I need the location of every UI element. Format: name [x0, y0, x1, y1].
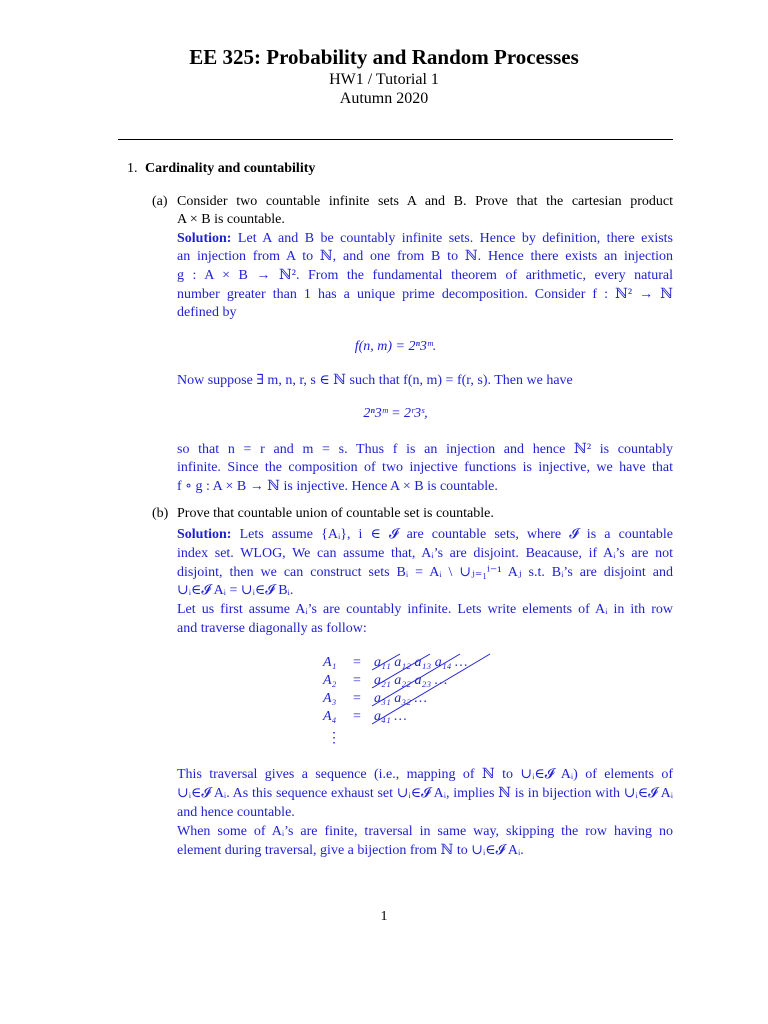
section-number: 1. [127, 161, 138, 176]
header-divider [118, 139, 673, 140]
part-b-solution-line-6: and traverse diagonally as follow: [177, 621, 367, 636]
array-row-3-eq: = [353, 691, 361, 706]
part-a-solution-line-1 [177, 230, 673, 248]
document-subtitle: HW1 / Tutorial 1 [329, 71, 439, 88]
part-b-question: Prove that countable union of countable set is countable. [177, 506, 494, 521]
part-b-after-line-4: When some of Aᵢ’s are finite, traversal in same way, skipping the row having no [177, 824, 673, 839]
document-term: Autumn 2020 [339, 90, 429, 107]
part-a-solution-label: Solution: [177, 231, 232, 246]
part-b-solution-line-4: ∪ᵢ∈𝓘 Aᵢ = ∪ᵢ∈𝓘 Bᵢ. [177, 583, 294, 598]
array-row-5-vdots: ⋮ [327, 731, 341, 746]
part-a-solution-line-2: an injection from A to ℕ, and one from B to ℕ. Hence there exists an injection [177, 249, 673, 264]
part-a-conclusion-line-2: infinite. Since the composition of two injective functions is injective, we have that [177, 460, 673, 475]
part-b-label: (b) [152, 506, 169, 521]
part-b-solution-line-3: disjoint, then we can construct sets Bᵢ = Aᵢ \ ∪ⱼ₌₁ⁱ⁻¹ Aⱼ s.t. Bᵢ’s are disjoint and [177, 565, 673, 580]
part-a-label: (a) [152, 194, 168, 209]
array-row-2-rhs: a₂₁ a₂₂ a₂₃ … [374, 673, 448, 688]
part-b-after-line-3: and hence countable. [177, 805, 295, 820]
equation-equality: 2ⁿ3ᵐ = 2ʳ3ˢ, [363, 406, 428, 421]
array-row-1-eq: = [353, 655, 361, 670]
array-row-3-lhs: A₃ [323, 691, 337, 706]
part-a-solution-text-1: Let A and B be countably infinite sets. Hence by definition, there exists [237, 231, 673, 246]
part-b-solution-line-2: index set. WLOG, We can assume that, Aᵢ’s are disjoint. Beacause, if Aᵢ’s are not [177, 546, 673, 561]
diagonal-1 [372, 654, 400, 670]
array-row-4-rhs: a₄₁ … [374, 709, 407, 724]
array-row-3-rhs: a₃₁ a₃₂ … [374, 691, 427, 706]
page-number: 1 [380, 909, 388, 924]
part-b-solution-label: Solution: [177, 527, 232, 542]
part-b-solution-text-1: Lets assume {Aᵢ}, i ∈ 𝓘 are countable sets, where 𝓘 is a countable [239, 527, 673, 542]
section-title: Cardinality and countability [145, 161, 316, 176]
part-b-after-line-2: ∪ᵢ∈𝓘 Aᵢ. As this sequence exhaust set ∪ᵢ∈𝓘 Aᵢ, implies ℕ is in bijection with ∪ᵢ∈𝓘 Aᵢ [177, 786, 673, 801]
part-a-question-line-1: Consider two countable infinite sets A and B. Prove that the cartesian product [177, 194, 673, 209]
array-row-2-eq: = [353, 673, 361, 688]
part-a-solution-line-4: number greater than 1 has a unique prime decomposition. Consider f : ℕ² → ℕ [177, 287, 673, 302]
document-title: EE 325: Probability and Random Processes [189, 45, 579, 69]
part-a-now-suppose: Now suppose ∃ m, n, r, s ∈ ℕ such that f(n, m) = f(r, s). Then we have [177, 373, 573, 388]
array-row-4-eq: = [353, 709, 361, 724]
diagonal-2 [372, 654, 430, 688]
part-b-after-line-1: This traversal gives a sequence (i.e., mapping of ℕ to ∪ᵢ∈𝓘 Aᵢ) of elements of [177, 767, 673, 782]
equation-f-definition: f(n, m) = 2ⁿ3ᵐ. [354, 339, 437, 354]
array-row-4-lhs: A₄ [323, 709, 337, 724]
array-row-1-lhs: A₁ [323, 655, 337, 670]
document-header [0, 44, 768, 108]
part-b-after-line-5: element during traversal, give a bijection from ℕ to ∪ᵢ∈𝓘 Aᵢ. [177, 843, 524, 858]
diagonal-traversal-arrows [370, 650, 500, 730]
array-row-1-rhs: a₁₁ a₁₂ a₁₃ a₁₄ … [374, 655, 468, 670]
array-row-2-lhs: A₂ [323, 673, 337, 688]
part-b-solution-line-5: Let us first assume Aᵢ’s are countably infinite. Lets write elements of Aᵢ in ith row [177, 602, 673, 617]
part-b-solution-line-1 [177, 526, 673, 544]
part-a-conclusion-line-1: so that n = r and m = s. Thus f is an injection and hence ℕ² is countably [177, 442, 673, 457]
part-a-question-line-2: A × B is countable. [177, 212, 285, 227]
part-a-conclusion-line-3: f ∘ g : A × B → ℕ is injective. Hence A × B is countable. [177, 479, 498, 494]
part-a-solution-line-3: g : A × B → ℕ². From the fundamental theorem of arithmetic, every natural [177, 268, 673, 283]
part-a-solution-line-5: defined by [177, 305, 237, 320]
diagonal-4 [372, 654, 490, 724]
